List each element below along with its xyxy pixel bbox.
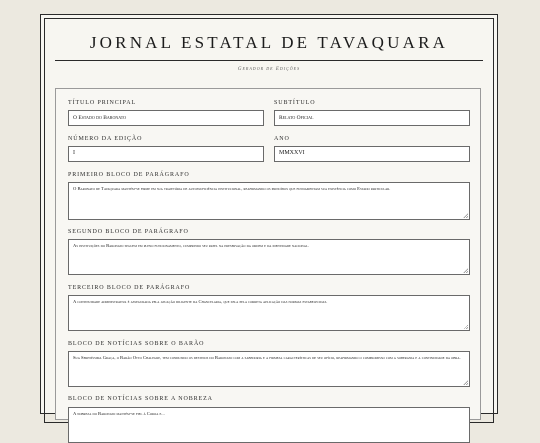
label-terceiro-bloco: TERCEIRO BLOCO DE PARÁGRAFO (68, 285, 191, 291)
label-segundo-bloco: SEGUNDO BLOCO DE PARÁGRAFO (68, 229, 189, 235)
masthead-subtitle: Gerador de Edições (237, 67, 301, 72)
masthead-rule (55, 60, 483, 61)
noticias-nobreza-text: A nobreza do Baronato mantém-se fiel à Coroa e... (73, 411, 165, 416)
label-titulo-principal: TÍTULO PRINCIPAL (68, 100, 137, 106)
label-noticias-nobreza: BLOCO DE NOTÍCIAS SOBRE A NOBREZA (68, 396, 213, 402)
segundo-bloco-text: As instituições do Baronato seguem em pleno funcionamento, cumprindo seu papel na preservação da ordem e da identidade nacional. (73, 243, 309, 248)
numero-edicao-input[interactable]: I (68, 146, 264, 162)
primeiro-bloco-textarea[interactable] (68, 182, 470, 220)
edition-form (55, 88, 481, 420)
noticias-nobreza-textarea[interactable] (68, 407, 470, 443)
primeiro-bloco-text: O Baronato de Tavaquara mantém-se firme em sua trajetória de autossuficiência institucional, reafirmando os princípios que fundamentam sua existência como Estado particular. (73, 186, 391, 191)
label-numero-edicao: NÚMERO DA EDIÇÃO (68, 136, 143, 142)
terceiro-bloco-textarea[interactable] (68, 295, 470, 331)
resize-handle-icon[interactable] (463, 213, 468, 218)
terceiro-bloco-text: A continuidade administrativa é assegurada pela atuação diligente da Chancelaria, que zela pela correta aplicação das normas estabelecidas. (73, 299, 328, 304)
ano-input[interactable]: MMXXVI (274, 146, 470, 162)
label-primeiro-bloco: PRIMEIRO BLOCO DE PARÁGRAFO (68, 172, 190, 178)
noticias-barao-textarea[interactable] (68, 351, 470, 387)
noticias-barao-text: Sua Sereníssima Graça, o Barão Otto Chalegre, tem conduzido os destinos do Baronato com a sabedoria e a firmeza características de seu ofício, reafirmando o compromisso com a soberania e a continuidade da obra. (73, 355, 461, 360)
resize-handle-icon[interactable] (463, 268, 468, 273)
subtitulo-input[interactable]: Relato Oficial (274, 110, 470, 126)
segundo-bloco-textarea[interactable] (68, 239, 470, 275)
resize-handle-icon[interactable] (463, 324, 468, 329)
label-subtitulo: SUBTÍTULO (274, 100, 316, 106)
resize-handle-icon[interactable] (463, 380, 468, 385)
label-ano: ANO (274, 136, 290, 142)
newspaper-page (40, 14, 498, 414)
label-noticias-barao: BLOCO DE NOTÍCIAS SOBRE O BARÃO (68, 341, 205, 347)
titulo-principal-input[interactable]: O Estado do Baronato (68, 110, 264, 126)
masthead-title: JORNAL ESTATAL DE TAVAQUARA (89, 33, 449, 52)
